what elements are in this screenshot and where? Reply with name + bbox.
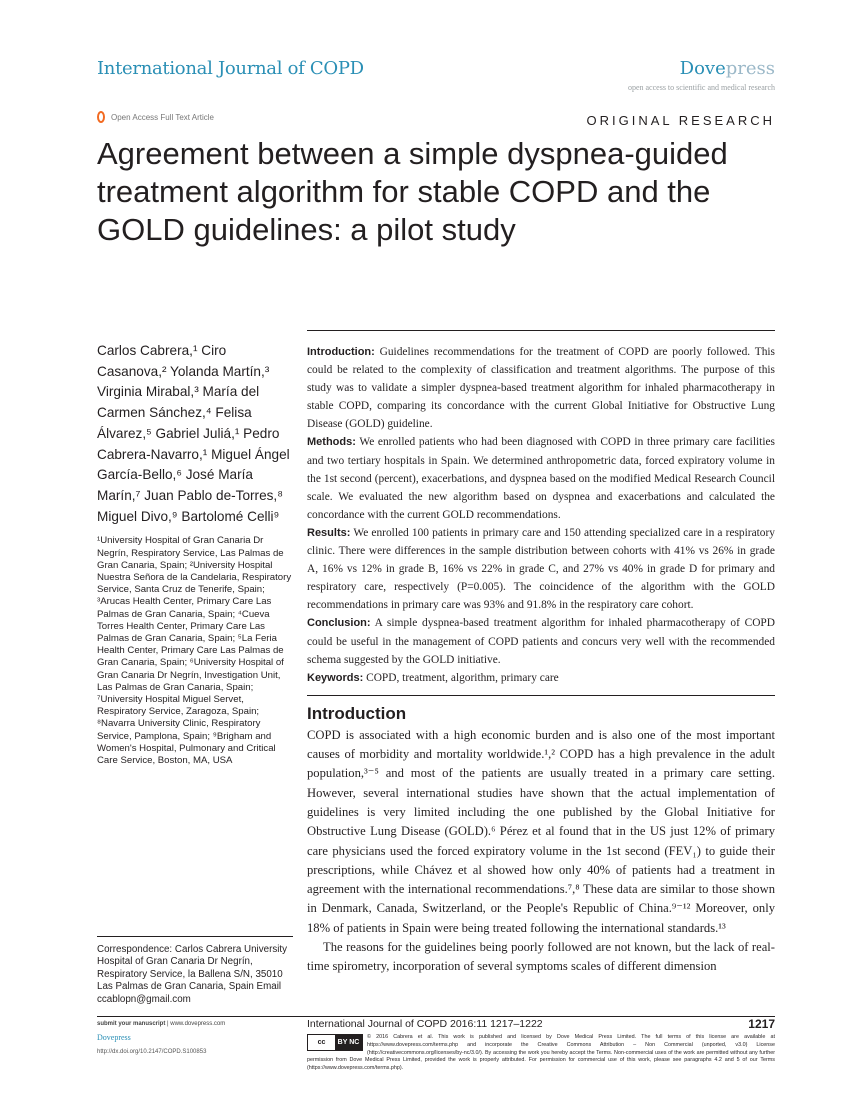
divider — [97, 1016, 775, 1017]
section-heading: Introduction — [307, 703, 407, 723]
publisher-logo-b: press — [725, 58, 775, 79]
abstract-results — [307, 524, 775, 614]
by-nc-label: BY NC — [335, 1035, 362, 1050]
submit-manuscript-link[interactable] — [97, 1020, 293, 1029]
submit-url: | www.dovepress.com — [165, 1021, 226, 1027]
footer-left — [97, 1020, 293, 1057]
divider — [307, 695, 775, 696]
section-text: We enrolled 100 patients in primary care and 150 attending specialized care in a respiratory clinic. There were differences in the sample distribution between cohorts with 41% vs 26% in grade A, 16% vs 12% in grade B, 16% vs 22% in grade C, and 27% vs 40% in grade D for primary and respiratory care, respectively (P=0.005). The coincidence of the algorithm with the GOLD recommendations in primary care was 93% and 91.8% in the respiratory care cohort. — [307, 526, 775, 612]
license-block — [307, 1034, 775, 1073]
citation: International Journal of COPD 2016:11 1217–1222 — [307, 1018, 543, 1030]
divider — [97, 936, 293, 937]
abstract-introduction — [307, 343, 775, 433]
author-list: Carlos Cabrera,¹ Ciro Casanova,² Yolanda Martín,³ Virginia Mirabal,³ María del Carmen Sánchez,⁴ Felisa Álvarez,⁵ Gabriel Juliá,¹ Pedro Cabrera-Navarro,¹ Miguel Ángel García-Bello,⁶ José María Marín,⁷ Juan Pablo de-Torres,⁸ Miguel Divo,⁹ Bartolomé Celli⁹ — [97, 343, 290, 524]
section-label: Conclusion: — [307, 617, 371, 630]
section-text: COPD, treatment, algorithm, primary care — [363, 671, 559, 684]
paragraph: The reasons for the guidelines being poorly followed are not known, but the lack of real-time spirometry, incorporation of several symptoms scales of different dimension — [307, 940, 775, 974]
submit-label: submit your manuscript — [97, 1021, 166, 1027]
open-access-lock-icon — [97, 111, 105, 123]
left-column — [97, 341, 293, 1006]
paragraph: COPD is associated with a high economic burden and is also one of the most important causes of morbidity and mortality worldwide.¹,² COPD has a high prevalence in the adult population,³⁻⁵ and most of the patients are usually treated in a primary care setting. However, several international studies have shown that the actual implementation of guidelines is very limited including the one published by the Global Initiative for Obstructive Lung Disease (GOLD).⁶ Pérez et al found that in the US just 12% of primary care physicians used the forced expiratory volume in the 1st second (FEV₁) to guide their prescriptions, while Chávez et al showed how only 40% of patients had a treatment in agreement with the international recommendations.⁷,⁸ These data are similar to those shown in Denmark, Canada, Switzerland, or the People's Republic of China.⁹⁻¹² Moreover, only 18% of patients in Spain were being treated following the international standards.¹³ — [307, 727, 775, 935]
abstract-methods — [307, 433, 775, 523]
publisher-tagline: open access to scientific and medical research — [627, 83, 775, 92]
correspondence: Correspondence: Carlos Cabrera University Hospital of Gran Canaria Dr Negrín, Respiratory Service, la Ballena S/N, 35010 Las Palmas de Gran Canaria, Spain Email ccablopn@gmail.com — [97, 943, 288, 1005]
doi-link[interactable]: http://dx.doi.org/10.2147/COPD.S100853 — [97, 1049, 207, 1055]
section-text: We enrolled patients who had been diagnosed with COPD in three primary care facilities and two tertiary hospitals in Spain. We determined anthropometric data, forced expiratory volume in the 1st second (percent), exacerbations, and dyspnea based on the modified Medical Research Council scale. We evaluated the new algorithm based on dyspnea and exacerbations and calculated the concordance with the current GOLD recommendations. — [307, 436, 775, 521]
article-title: Agreement between a simple dyspnea-guided treatment algorithm for stable COPD and the GOLD guidelines: a pilot study — [97, 136, 728, 247]
abstract-conclusion — [307, 614, 775, 668]
dovepress-footer-logo: Dovepress — [97, 1033, 131, 1042]
section-label: Keywords: — [307, 671, 364, 684]
abstract — [307, 343, 775, 687]
publisher-logo — [680, 58, 775, 79]
affiliations: ¹University Hospital of Gran Canaria Dr Negrín, Respiratory Service, Las Palmas de Gran Canaria, Spain; ²University Hospital Nuestra Señora de la Candelaria, Respiratory Service, Santa Cruz de Tenerife, Spain; ³Arucas Health Center, Primary Care Las Palmas de Gran Canaria, Spain; ⁴Cueva Torres Health Center, Primary Care Las Palmas de Gran Canaria, Spain; ⁵La Feria Health Center, Primary Care Las Palmas de Gran Canaria, Spain; ⁶University Hospital of Gran Canaria Dr Negrín, Investigation Unit, Las Palmas de Gran Canaria, Spain; ⁷University Hospital Miguel Servet, Respiratory Service, Zaragoza, Spain; ⁸Navarra University Clinic, Respiratory Service, Pamplona, Spain; ⁹Brigham and Women's Hospital, Pulmonary and Critical Care Service, Boston, MA, USA — [97, 535, 292, 766]
license-text: © 2016 Cabrera et al. This work is published and licensed by Dove Medical Press Limited. The full terms of this license are available at https://www.dovepress.com/terms.php and incorporate the Creative Commons Attribution – Non Commercial (unported, v3.0) License (http://creativecommons.org/licenses/by-nc/3.0/). By accessing the work you — [367, 1034, 775, 1056]
section-text: Guidelines recommendations for the treatment of COPD are poorly followed. This could be related to the complexity of classification and treatment algorithms. The purpose of this study was to validate a simpler dyspnea-based treatment algorithm for inhaled pharmacotherapy in stable COPD, comparing its concordance with the current Global Initiative for Obstructive Lung Disease (GOLD) guideline. — [307, 346, 775, 431]
section-text: A simple dyspnea-based treatment algorithm for inhaled pharmacotherapy of COPD could be useful in the management of COPD patients and concurs very well with the recommended schema suggested by the GOLD initiative. — [307, 617, 775, 666]
introduction-body — [307, 726, 775, 977]
abstract-keywords — [307, 669, 775, 687]
open-access-badge — [97, 111, 214, 123]
journal-name: International Journal of COPD — [97, 58, 364, 79]
creative-commons-icon — [307, 1034, 363, 1051]
publisher-logo-a: Dove — [679, 58, 726, 79]
open-access-label: Open Access Full Text Article — [111, 112, 215, 122]
right-column — [307, 330, 775, 977]
cc-label: cc — [317, 1039, 326, 1046]
page-number: 1217 — [748, 1017, 775, 1031]
section-label: Methods: — [307, 436, 356, 449]
divider — [307, 330, 775, 331]
section-label: Results: — [307, 526, 351, 539]
license-text-continued: hereby accept the Terms. Non-commercial uses of the work are permitted without any further permission from Dove Medical Press Limited, provided the work is properly attributed. For permission for commercial use of this work, please see paragraphs 4.2 and 5 of our Terms (https://www.dovepress.com/terms.php). — [307, 1049, 776, 1072]
section-label: Introduction: — [307, 346, 375, 358]
article-type: ORIGINAL RESEARCH — [586, 113, 775, 128]
